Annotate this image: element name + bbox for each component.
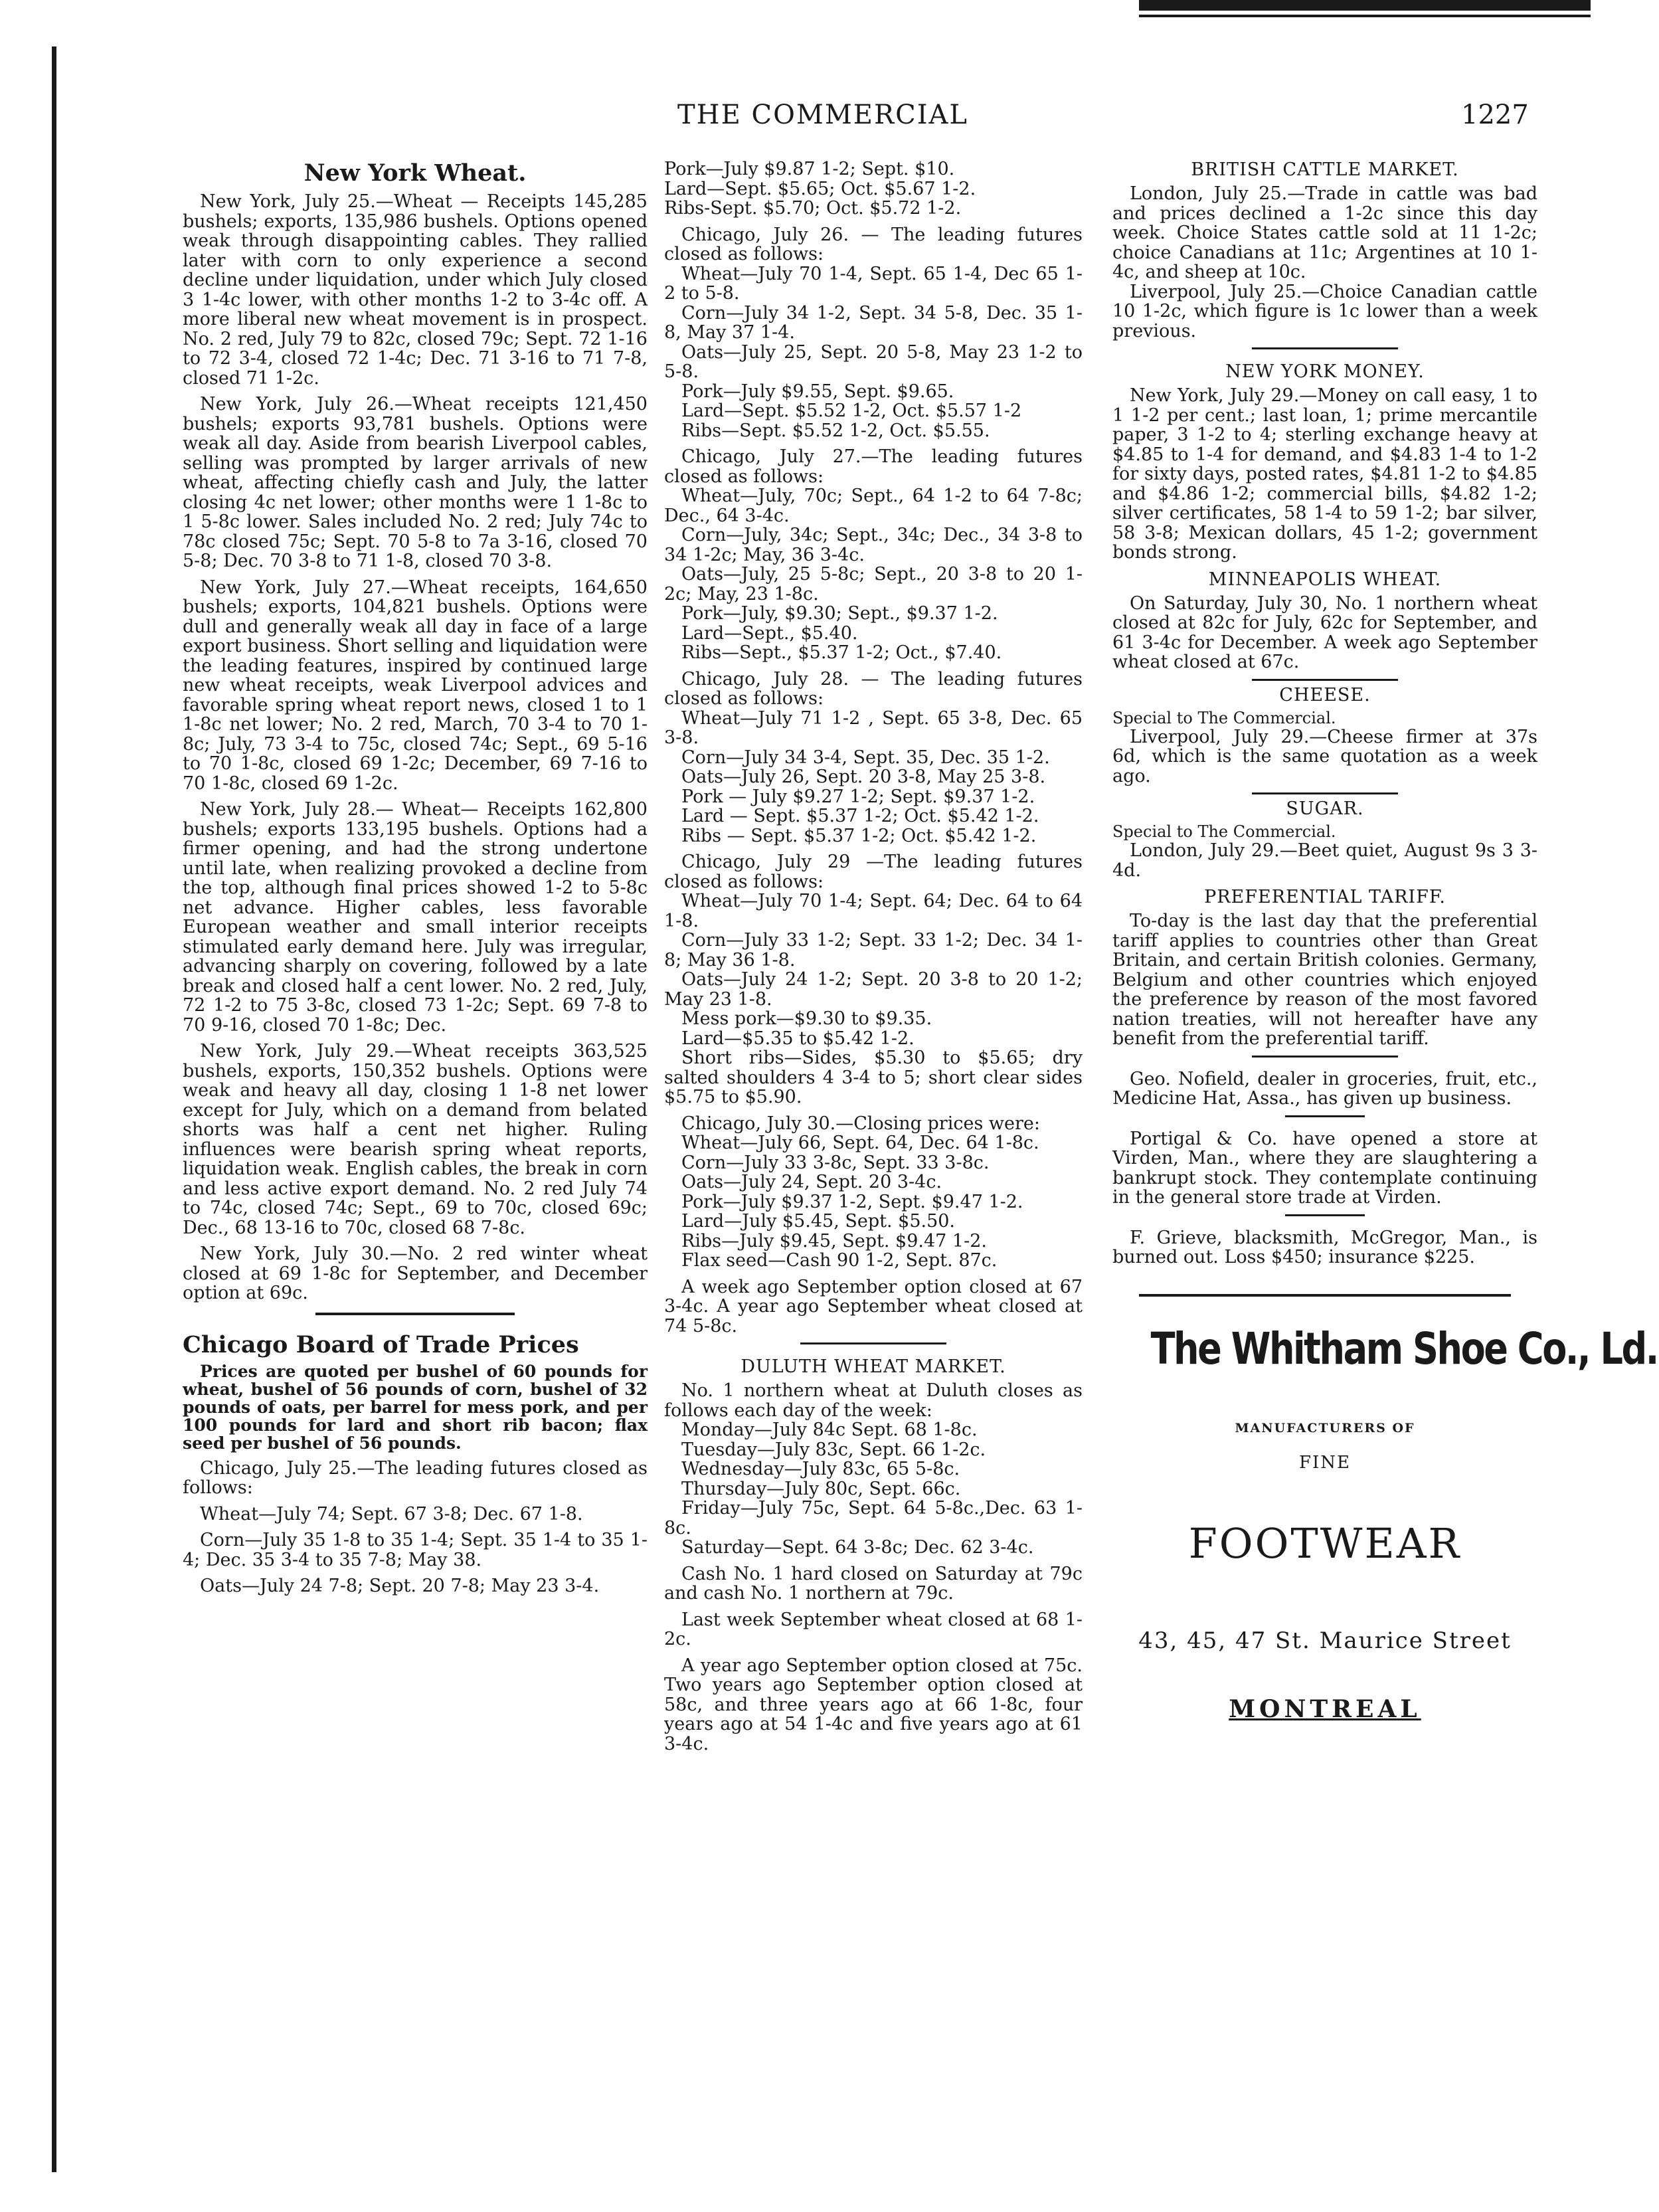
minneapolis-report: On Saturday, July 30, No. 1 northern wheat closed at 82c for July, 62c for September, and 61 3-4c for December. A week ago September wheat closed at 67c. bbox=[1112, 593, 1537, 672]
chicago-jul29-intro: Chicago, July 29 —The leading futures closed as follows: bbox=[664, 852, 1083, 892]
chicago-jul25-line: Wheat—July 74; Sept. 67 3-8; Dec. 67 1-8. bbox=[200, 1503, 583, 1524]
ad-address: 43, 45, 47 St. Maurice Street bbox=[1138, 1627, 1512, 1654]
advertisement bbox=[1112, 1323, 1658, 1723]
business-note: F. Grieve, blacksmith, McGregor, Man., is burned out. Loss $450; insurance $225. bbox=[1112, 1227, 1537, 1267]
chicago-jul25-line: Pork—July $9.87 1-2; Sept. $10. bbox=[664, 159, 955, 179]
chicago-jul26-line: Corn—July 34 1-2, Sept. 34 5-8, Dec. 35 1-8, May 37 1-4. bbox=[664, 302, 1083, 343]
cheese-report: Liverpool, July 29.—Cheese firmer at 37s 6d, which is the same quotation as a week ago. bbox=[1112, 726, 1537, 786]
chicago-jul29-line: Wheat—July 70 1-4; Sept. 64; Dec. 64 to 64 1-8. bbox=[664, 891, 1083, 931]
ad-company-name: The Whitham Shoe Co., Ld. bbox=[1150, 1323, 1658, 1374]
chicago-jul26-line: Lard—Sept. $5.52 1-2, Oct. $5.57 1-2 bbox=[681, 401, 1022, 421]
chicago-jul26-line: Ribs—Sept. $5.52 1-2, Oct. $5.55. bbox=[681, 420, 990, 441]
ny-wheat-jul26: New York, July 26.—Wheat receipts 121,450 bushels; exports 93,781 bushels. Options were weak all day. Aside from bearish Liverpool cables, selling was prompted by larger arrivals of new wheat, affecting chiefly cash and July, the latter closing 4c net lower; other months were 1 1-8c to 1 5-8c lower. Sales included No. 2 red; July 74c to 78c closed 75c; Sept. 70 5-8 to 7a 3-16, closed 70 5-8; Dec. 70 3-8 to 71 1-8, closed 70 3-8. bbox=[183, 394, 648, 571]
section-heading-money: NEW YORK MONEY. bbox=[1225, 361, 1425, 382]
duluth-line: Wednesday—July 83c, 65 5-8c. bbox=[681, 1459, 960, 1479]
chicago-jul30-line: Pork—July $9.37 1-2, Sept. $9.47 1-2. bbox=[681, 1191, 1023, 1212]
duluth-line: Monday—July 84c Sept. 68 1-8c. bbox=[681, 1420, 978, 1440]
chicago-board-note: Prices are quoted per bushel of 60 pounds for wheat, bushel of 56 pounds of corn, bushel of 32 pounds of oats, per barrel for mess pork, and per 100 pounds for lard and short rib bacon; flax seed per bushel of 56 pounds. bbox=[183, 1361, 648, 1453]
section-heading-cheese: CHEESE. bbox=[1279, 684, 1371, 705]
section-divider bbox=[1252, 347, 1398, 349]
ad-manufacturers: MANUFACTURERS OF bbox=[1235, 1420, 1415, 1435]
ny-wheat-jul28: New York, July 28.— Wheat— Receipts 162,800 bushels; exports 133,195 bushels. Options had a firmer opening, and had the strong undertone until late, when realizing provoked a decline from the top, although final prices showed 1-2 to 5-8c net advance. Higher cables, less favorable European weather and small interior receipts stimulated early demand here. July was irregular, advancing sharply on covering, followed by a late break and closed half a cent lower. No. 2 red, July, 72 1-2 to 75 3-8c, closed 73 1-2c; Sept. 69 7-8 to 70 9-16, closed 70 1-8c; Dec. bbox=[183, 799, 648, 1036]
chicago-jul25-line: Lard—Sept. $5.65; Oct. $5.67 1-2. bbox=[664, 178, 976, 199]
chicago-week-ago-note: A week ago September option closed at 67 3-4c. A year ago September wheat closed at 74 5-8c. bbox=[664, 1276, 1083, 1336]
chicago-jul28-line: Pork — July $9.27 1-2; Sept. $9.37 1-2. bbox=[681, 786, 1035, 807]
chicago-jul26-line: Pork—July $9.55, Sept. $9.65. bbox=[681, 381, 954, 402]
ad-fine: FINE bbox=[1298, 1452, 1352, 1473]
duluth-line: Friday—July 75c, Sept. 64 5-8c.,Dec. 63 1-8c. bbox=[664, 1498, 1083, 1538]
duluth-intro: No. 1 northern wheat at Duluth closes as follows each day of the week: bbox=[664, 1380, 1083, 1421]
chicago-jul25-line: Corn—July 35 1-8 to 35 1-4; Sept. 35 1-4 to 35 1-4; Dec. 35 3-4 to 35 7-8; May 38. bbox=[183, 1530, 648, 1570]
tariff-report: To-day is the last day that the preferential tariff applies to countries other than Great Britain, and certain British colonies. Germany, Belgium and other countries which enjoyed the preference by reason of the most favored nation treaties, will not hereafter have any benefit from the preferential tariff. bbox=[1112, 911, 1537, 1049]
section-divider bbox=[1139, 1294, 1511, 1297]
chicago-jul25-line: Oats—July 24 7-8; Sept. 20 7-8; May 23 3-4. bbox=[200, 1576, 600, 1596]
chicago-jul26-intro: Chicago, July 26. — The leading futures closed as follows: bbox=[664, 224, 1083, 264]
column-3 bbox=[1112, 159, 1658, 1723]
sugar-special: Special to The Commercial. bbox=[1112, 822, 1336, 841]
chicago-jul30-line: Lard—July $5.45, Sept. $5.50. bbox=[681, 1211, 956, 1232]
chicago-jul30-line: Oats—July 24, Sept. 20 3-4c. bbox=[681, 1172, 942, 1192]
duluth-years-ago: A year ago September option closed at 75c. Two years ago September option closed at 58c, and three years ago at 66 1-8c, four years ago at 54 1-4c and five years ago at 61 3-4c. bbox=[664, 1655, 1083, 1754]
chicago-jul28-line: Wheat—July 71 1-2 , Sept. 65 3-8, Dec. 65 3-8. bbox=[664, 707, 1083, 748]
chicago-jul30-line: Corn—July 33 3-8c, Sept. 33 3-8c. bbox=[681, 1152, 990, 1173]
chicago-jul26-line: Oats—July 25, Sept. 20 5-8, May 23 1-2 to 5-8. bbox=[664, 341, 1083, 382]
section-divider bbox=[1285, 1214, 1365, 1216]
section-divider bbox=[800, 1342, 946, 1344]
chicago-jul29-line: Corn—July 33 1-2; Sept. 33 1-2; Dec. 34 1-8; May 36 1-8. bbox=[664, 930, 1083, 970]
section-heading-sugar: SUGAR. bbox=[1286, 798, 1364, 819]
section-heading-ny-wheat: New York Wheat. bbox=[304, 159, 527, 187]
chicago-jul25-intro: Chicago, July 25.—The leading futures closed as follows: bbox=[183, 1457, 648, 1498]
chicago-jul30-line: Ribs—July $9.45, Sept. $9.47 1-2. bbox=[681, 1230, 987, 1251]
chicago-jul27-line: Wheat—July, 70c; Sept., 64 1-2 to 64 7-8c; Dec., 64 3-4c. bbox=[664, 486, 1083, 526]
running-title: THE COMMERCIAL bbox=[677, 100, 968, 130]
chicago-jul28-line: Corn—July 34 3-4, Sept. 35, Dec. 35 1-2. bbox=[681, 747, 1050, 768]
chicago-jul29-line: Lard—$5.35 to $5.42 1-2. bbox=[681, 1028, 915, 1049]
chicago-jul27-line: Lard—Sept., $5.40. bbox=[681, 622, 858, 644]
chicago-jul30-line: Wheat—July 66, Sept. 64, Dec. 64 1-8c. bbox=[681, 1133, 1039, 1153]
section-divider bbox=[1252, 792, 1398, 794]
section-divider bbox=[1252, 679, 1398, 681]
ny-wheat-jul25: New York, July 25.—Wheat — Receipts 145,285 bushels; exports, 135,986 bushels. Options opened weak through disappointing cables. They rallied later with corn to only experience a second decline under liquidation, under which July closed 3 1-4c lower, with other months 1-2 to 3-4c off. A more liberal new wheat movement is in prospect. No. 2 red, July 79 to 82c, closed 79c; Sept. 72 1-16 to 72 3-4, closed 72 1-4c; Dec. 71 3-16 to 71 7-8, closed 71 1-2c. bbox=[183, 191, 648, 389]
top-border-rule bbox=[1139, 0, 1591, 11]
section-heading-tariff: PREFERENTIAL TARIFF. bbox=[1204, 887, 1446, 907]
section-divider bbox=[1252, 1056, 1398, 1058]
column-1 bbox=[183, 159, 648, 1603]
duluth-line: Tuesday—July 83c, Sept. 66 1-2c. bbox=[681, 1439, 986, 1460]
money-report: New York, July 29.—Money on call easy, 1 to 1 1-2 per cent.; last loan, 1; prime mercantile paper, 3 1-2 to 4; sterling exchange heavy at $4.85 to 1-4 for demand, and $4.83 1-4 to 1-2 for sixty days, posted rates, $4.81 1-2 to $4.85 and $4.86 1-2; commercial bills, $4.82 1-2; silver certificates, 58 1-4 to 59 1-2; bar silver, 58 3-8; Mexican dollars, 45 1-2; government bonds strong. bbox=[1112, 385, 1537, 563]
section-heading-chicago-board: Chicago Board of Trade Prices bbox=[183, 1331, 579, 1358]
chicago-jul28-line: Lard — Sept. $5.37 1-2; Oct. $5.42 1-2. bbox=[681, 806, 1039, 826]
ny-wheat-jul30: New York, July 30.—No. 2 red winter wheat closed at 69 1-8c for September, and December option at 69c. bbox=[183, 1244, 648, 1303]
top-border-rule-thin bbox=[1139, 15, 1591, 17]
chicago-jul28-intro: Chicago, July 28. — The leading futures closed as follows: bbox=[664, 668, 1083, 709]
duluth-line: Saturday—Sept. 64 3-8c; Dec. 62 3-4c. bbox=[681, 1537, 1034, 1558]
section-divider bbox=[315, 1313, 515, 1315]
chicago-jul29-line: Mess pork—$9.30 to $9.35. bbox=[681, 1008, 932, 1029]
ad-product: FOOTWEAR bbox=[1188, 1519, 1462, 1568]
chicago-jul27-line: Oats—July, 25 5-8c; Sept., 20 3-8 to 20 1-2c; May, 23 1-8c. bbox=[664, 564, 1083, 604]
section-heading-duluth: DULUTH WHEAT MARKET. bbox=[741, 1356, 1006, 1377]
business-note: Geo. Nofield, dealer in groceries, fruit, etc., Medicine Hat, Assa., has given up business. bbox=[1112, 1068, 1537, 1109]
ny-wheat-jul27: New York, July 27.—Wheat receipts, 164,650 bushels; exports, 104,821 bushels. Options were dull and generally weak all day in face of a large export business. Short selling and liquidation were the leading features, inspired by continued large new wheat receipts, weak Liverpool advices and favorable spring wheat report news, closed 1 to 1 1-8c net lower; No. 2 red, March, 70 3-4 to 70 1-8c; July, 73 3-4 to 75c, closed 74c; Sept., 69 5-16 to 70 1-8c, closed 69 1-2c; December, 69 7-16 to 70 1-8c, closed 69 1-2c. bbox=[183, 577, 648, 794]
duluth-last-week: Last week September wheat closed at 68 1-2c. bbox=[664, 1609, 1083, 1649]
chicago-jul29-line: Short ribs—Sides, $5.30 to $5.65; dry salted shoulders 4 3-4 to 5; short clear sides $5.75 to $5.90. bbox=[664, 1048, 1083, 1107]
page-edge-line bbox=[52, 46, 56, 2172]
chicago-jul30-line: Flax seed—Cash 90 1-2, Sept. 87c. bbox=[681, 1250, 998, 1271]
duluth-cash: Cash No. 1 hard closed on Saturday at 79c and cash No. 1 northern at 79c. bbox=[664, 1563, 1083, 1604]
sugar-report: London, July 29.—Beet quiet, August 9s 3 3-4d. bbox=[1112, 840, 1537, 881]
cattle-london: London, July 25.—Trade in cattle was bad and prices declined a 1-2c since this day week. Choice States cattle sold at 11 1-2c; choice Canadians at 11c; Argentines at 10 1-4c, and sheep at 10c. bbox=[1112, 183, 1537, 282]
column-2 bbox=[664, 159, 1083, 1760]
ad-city: MONTREAL bbox=[1229, 1695, 1421, 1723]
duluth-line: Thursday—July 80c, Sept. 66c. bbox=[681, 1478, 961, 1499]
cattle-liverpool: Liverpool, July 25.—Choice Canadian cattle 10 1-2c, which figure is 1c lower than a week previous. bbox=[1112, 281, 1537, 341]
section-heading-cattle: BRITISH CATTLE MARKET. bbox=[1191, 159, 1459, 180]
section-heading-minneapolis: MINNEAPOLIS WHEAT. bbox=[1208, 569, 1442, 590]
chicago-jul29-line: Oats—July 24 1-2; Sept. 20 3-8 to 20 1-2; May 23 1-8. bbox=[664, 969, 1083, 1010]
page-number: 1227 bbox=[1461, 100, 1529, 130]
chicago-jul25-line: Ribs-Sept. $5.70; Oct. $5.72 1-2. bbox=[664, 198, 962, 219]
chicago-jul27-line: Corn—July, 34c; Sept., 34c; Dec., 34 3-8 to 34 1-2c; May, 36 3-4c. bbox=[664, 525, 1083, 565]
chicago-jul27-intro: Chicago, July 27.—The leading futures closed as follows: bbox=[664, 446, 1083, 487]
business-note: Portigal & Co. have opened a store at Virden, Man., where they are slaughtering a bankrupt stock. They contemplate continuing in the general store trade at Virden. bbox=[1112, 1128, 1537, 1208]
chicago-jul28-line: Ribs — Sept. $5.37 1-2; Oct. $5.42 1-2. bbox=[681, 825, 1037, 846]
chicago-jul30-intro: Chicago, July 30.—Closing prices were: bbox=[681, 1113, 1040, 1134]
chicago-jul27-line: Ribs—Sept., $5.37 1-2; Oct., $7.40. bbox=[681, 642, 1002, 663]
chicago-jul27-line: Pork—July, $9.30; Sept., $9.37 1-2. bbox=[681, 603, 998, 624]
cheese-special: Special to The Commercial. bbox=[1112, 708, 1336, 727]
ny-wheat-jul29: New York, July 29.—Wheat receipts 363,525 bushels, exports, 150,352 bushels. Options were weak and heavy all day, closing 1 1-8 net lower except for July, which on a demand from belated shorts was half a cent net higher. Ruling influences were bearish spring wheat reports, liquidation weak. English cables, the break in corn and less active export demand. No. 2 red July 74 to 74c, closed 74c; Sept., 69 to 70c, closed 69c; Dec., 68 13-16 to 70c, closed 68 7-8c. bbox=[183, 1041, 648, 1238]
section-divider bbox=[1285, 1115, 1365, 1117]
chicago-jul26-line: Wheat—July 70 1-4, Sept. 65 1-4, Dec 65 1-2 to 5-8. bbox=[664, 263, 1083, 304]
chicago-jul28-line: Oats—July 26, Sept. 20 3-8, May 25 3-8. bbox=[681, 767, 1046, 787]
